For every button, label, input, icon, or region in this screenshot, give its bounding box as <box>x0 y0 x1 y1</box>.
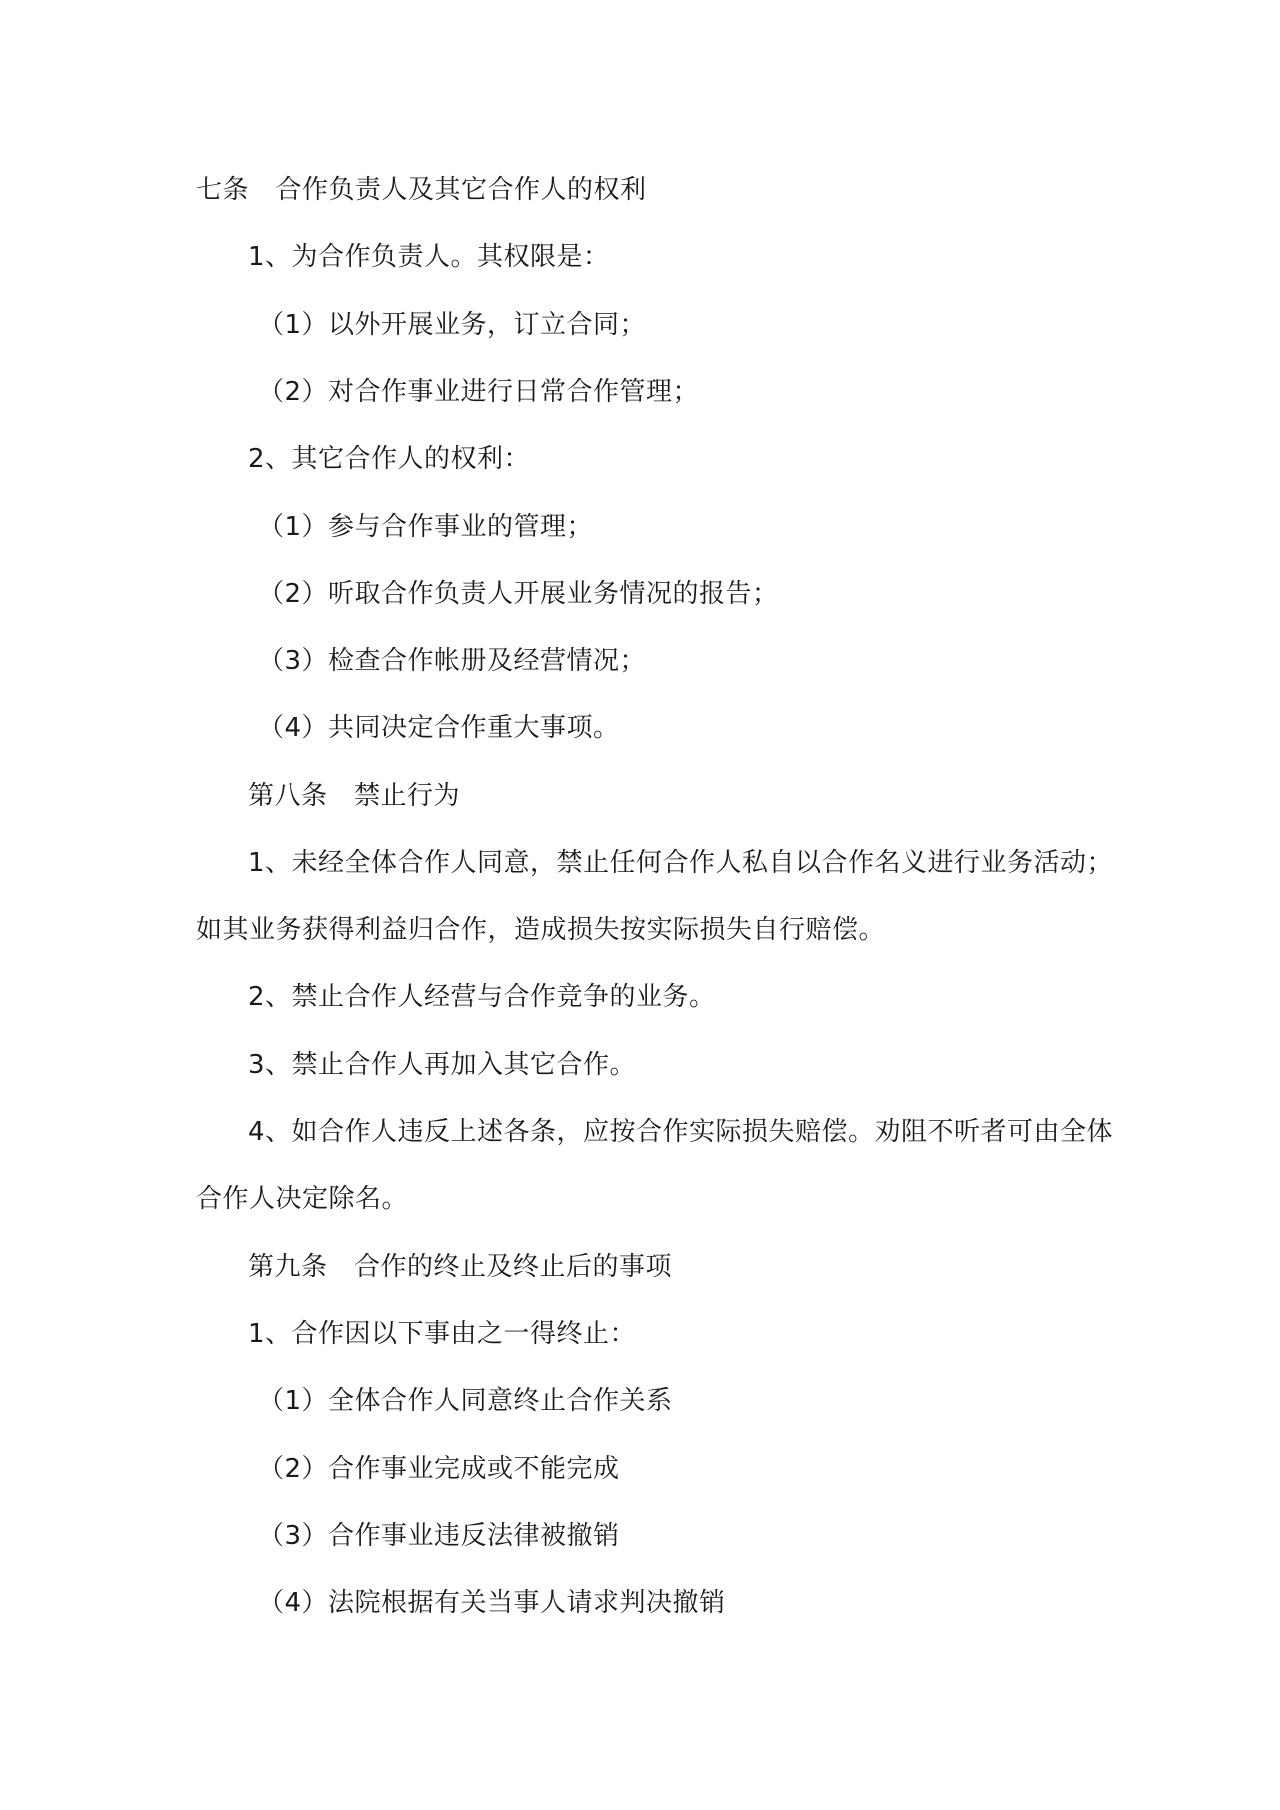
list-item: （4）法院根据有关当事人请求判决撤销 <box>258 1588 726 1618</box>
list-item: （2）合作事业完成或不能完成 <box>258 1454 620 1484</box>
article-9-heading: 第九条 合作的终止及终止后的事项 <box>248 1252 673 1282</box>
paragraph-line: 1、未经全体合作人同意，禁止任何合作人私自以合作名义进行业务活动； <box>248 848 1114 878</box>
paragraph-line: 4、如合作人违反上述各条，应按合作实际损失赔偿。劝阻不听者可由全体 <box>248 1117 1114 1147</box>
paragraph-line: 1、合作因以下事由之一得终止： <box>248 1319 637 1349</box>
paragraph-line: 3、禁止合作人再加入其它合作。 <box>248 1050 637 1080</box>
list-item: （1）以外开展业务，订立合同； <box>258 310 647 340</box>
paragraph-line: 2、禁止合作人经营与合作竞争的业务。 <box>248 982 716 1012</box>
article-8-heading: 第八条 禁止行为 <box>248 781 461 811</box>
list-item: （2）对合作事业进行日常合作管理； <box>258 377 700 407</box>
list-item: （2）听取合作负责人开展业务情况的报告； <box>258 579 779 609</box>
paragraph-line: 1、为合作负责人。其权限是： <box>248 242 610 272</box>
paragraph-line: 2、其它合作人的权利： <box>248 444 531 474</box>
list-item: （1）参与合作事业的管理； <box>258 512 594 542</box>
paragraph-line: 如其业务获得利益归合作，造成损失按实际损失自行赔偿。 <box>196 915 886 945</box>
list-item: （1）全体合作人同意终止合作关系 <box>258 1386 673 1416</box>
article-7-heading: 七条 合作负责人及其它合作人的权利 <box>196 175 647 205</box>
paragraph-line: 合作人决定除名。 <box>196 1184 409 1214</box>
list-item: （3）合作事业违反法律被撤销 <box>258 1521 620 1551</box>
list-item: （3）检查合作帐册及经营情况； <box>258 646 647 676</box>
list-item: （4）共同决定合作重大事项。 <box>258 713 620 743</box>
